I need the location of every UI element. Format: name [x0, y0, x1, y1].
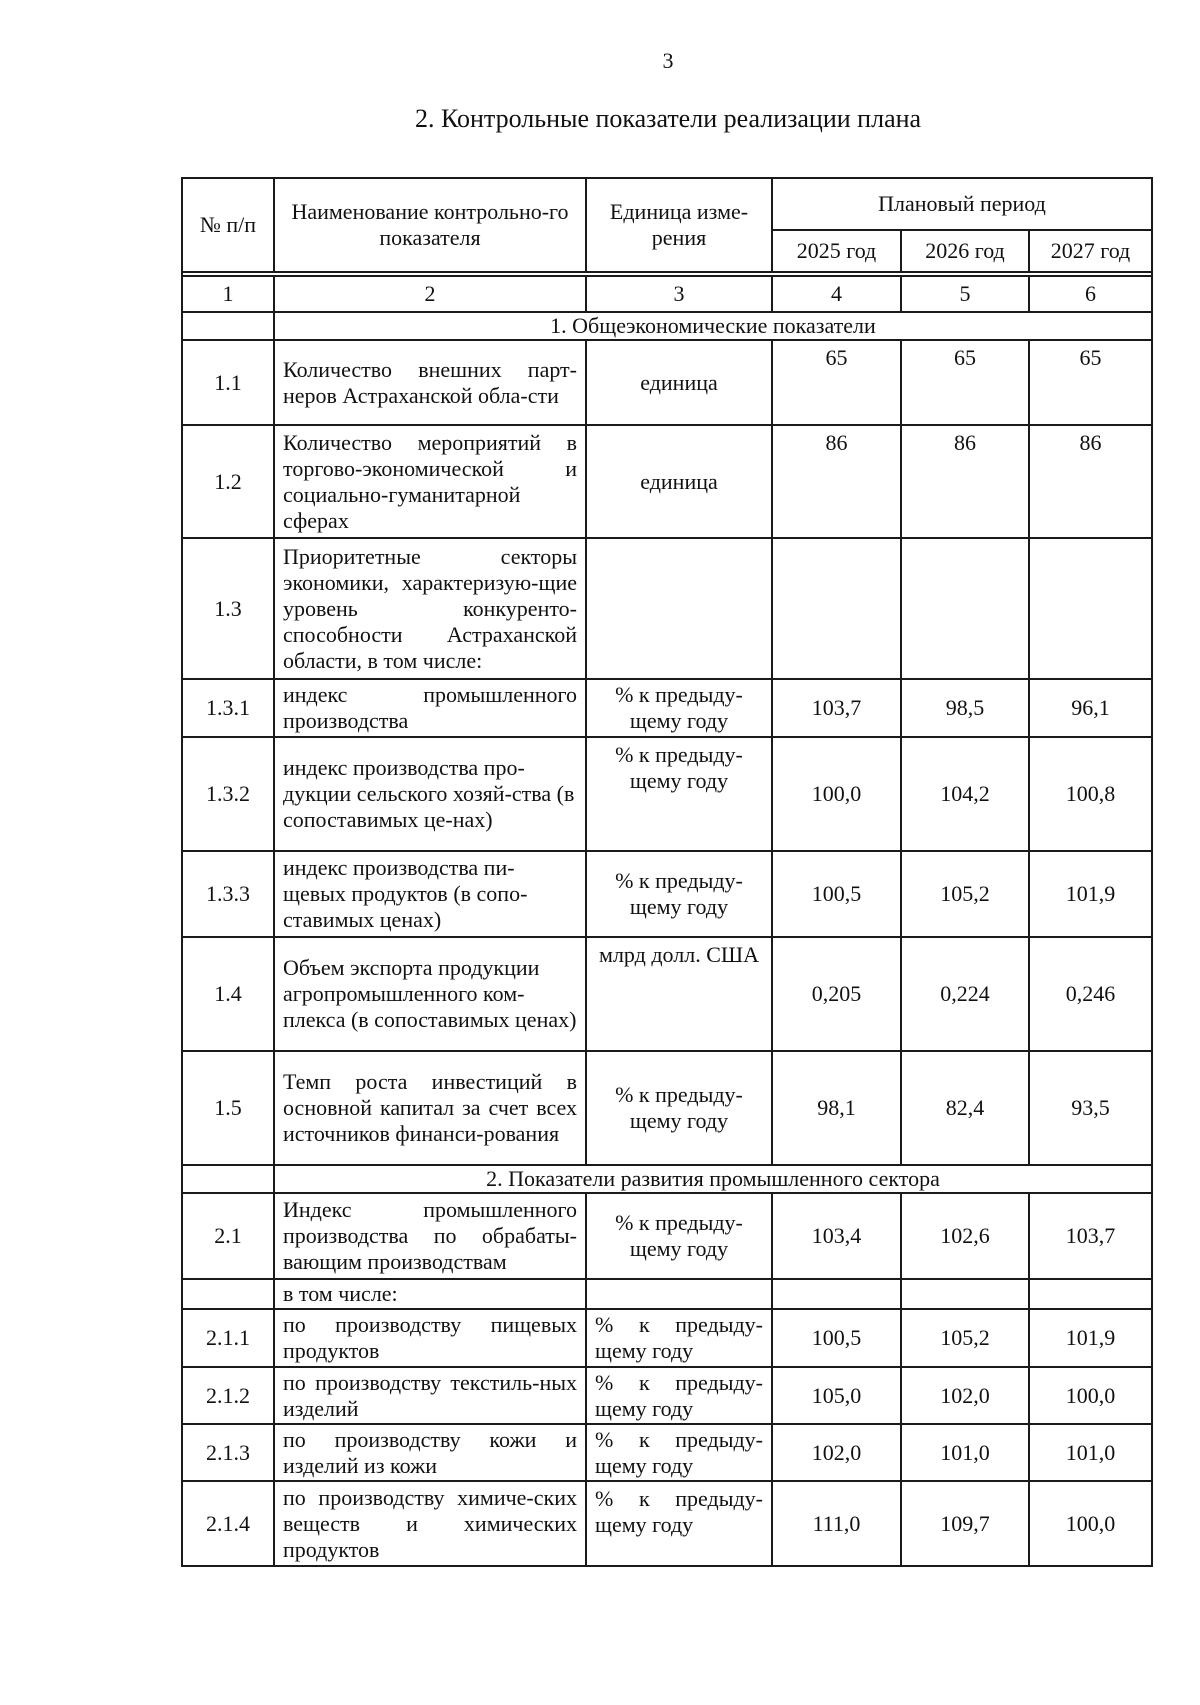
row-num: 2.1.3	[182, 1424, 274, 1481]
table-row	[182, 1481, 1152, 1566]
section-title: 2. Показатели развития промышленного сектора	[274, 1165, 1152, 1193]
row-unit: % к предыду-щему году	[586, 1309, 772, 1367]
row-name: по производству текстиль-ных изделий	[274, 1367, 586, 1424]
row-name: Количество внешних парт-неров Астраханской обла-сти	[274, 340, 586, 425]
row-value-2025	[772, 1279, 901, 1309]
row-num	[182, 1279, 274, 1309]
row-name: Количество мероприятий в торгово-экономической и социально-гуманитарной сферах	[274, 425, 586, 538]
row-num: 1.2	[182, 425, 274, 538]
header-name: Наименование контрольно-го показателя	[274, 178, 586, 272]
row-value-2026: 105,2	[901, 1309, 1029, 1367]
row-value-2027: 65	[1029, 340, 1152, 425]
row-unit: % к предыду-щему году	[586, 1424, 772, 1481]
row-num: 1.4	[182, 937, 274, 1051]
table-row	[182, 937, 1152, 1051]
row-value-2027	[1029, 1279, 1152, 1309]
column-number: 1	[182, 276, 274, 312]
indicators-table	[181, 177, 1153, 1567]
row-num: 1.3	[182, 538, 274, 679]
row-value-2025: 100,5	[772, 1309, 901, 1367]
row-num: 1.3.2	[182, 737, 274, 851]
table-row	[182, 679, 1152, 737]
row-value-2027: 93,5	[1029, 1051, 1152, 1165]
row-unit	[586, 538, 772, 679]
column-number: 3	[586, 276, 772, 312]
row-unit: единица	[586, 340, 772, 425]
row-unit: % к предыду-щему году	[586, 1193, 772, 1279]
row-value-2026	[901, 538, 1029, 679]
table-row	[182, 1309, 1152, 1367]
row-num: 2.1	[182, 1193, 274, 1279]
row-name: индекс производства пи-щевых продуктов (в сопо-ставимых ценах)	[274, 851, 586, 937]
row-name: в том числе:	[274, 1279, 586, 1309]
row-num: 1.1	[182, 340, 274, 425]
section-title: 1. Общеэкономические показатели	[274, 312, 1152, 340]
column-number: 6	[1029, 276, 1152, 312]
row-name: Индекс промышленного производства по обрабаты-вающим производствам	[274, 1193, 586, 1279]
row-name: индекс производства про-дукции сельского хозяй-ства (в сопоставимых це-нах)	[274, 737, 586, 851]
row-unit: единица	[586, 425, 772, 538]
row-value-2025	[772, 538, 901, 679]
row-value-2026: 101,0	[901, 1424, 1029, 1481]
column-number: 2	[274, 276, 586, 312]
row-value-2026: 102,0	[901, 1367, 1029, 1424]
row-value-2026: 86	[901, 425, 1029, 538]
row-value-2025: 102,0	[772, 1424, 901, 1481]
header-year-2026: 2026 год	[901, 230, 1029, 272]
table-row	[182, 1424, 1152, 1481]
row-num: 1.3.3	[182, 851, 274, 937]
row-name: по производству пищевых продуктов	[274, 1309, 586, 1367]
row-value-2026: 0,224	[901, 937, 1029, 1051]
header-year-2025: 2025 год	[772, 230, 901, 272]
table-row	[182, 1051, 1152, 1165]
row-name: по производству химиче-ских веществ и химических продуктов	[274, 1481, 586, 1566]
row-name: Объем экспорта продукции агропромышленного ком-плекса (в сопоставимых ценах)	[274, 937, 586, 1051]
row-value-2025: 103,4	[772, 1193, 901, 1279]
row-num: 2.1.4	[182, 1481, 274, 1566]
column-numbers-row	[182, 276, 1152, 312]
row-value-2027: 86	[1029, 425, 1152, 538]
row-value-2025: 65	[772, 340, 901, 425]
row-value-2027: 100,0	[1029, 1367, 1152, 1424]
table-row	[182, 737, 1152, 851]
row-name: Темп роста инвестиций в основной капитал за счет всех источников финанси-рования	[274, 1051, 586, 1165]
row-value-2026: 82,4	[901, 1051, 1029, 1165]
row-value-2027	[1029, 538, 1152, 679]
row-value-2026: 109,7	[901, 1481, 1029, 1566]
page-number: 3	[662, 48, 674, 73]
row-name: Приоритетные секторы экономики, характеризую-щие уровень конкуренто-способности Астраханской области, в том числе:	[274, 538, 586, 679]
row-value-2026	[901, 1279, 1029, 1309]
row-value-2025: 105,0	[772, 1367, 901, 1424]
row-num: 2.1.1	[182, 1309, 274, 1367]
row-value-2027: 101,9	[1029, 1309, 1152, 1367]
row-value-2027: 103,7	[1029, 1193, 1152, 1279]
table-row	[182, 851, 1152, 937]
row-value-2026: 104,2	[901, 737, 1029, 851]
row-value-2025: 100,5	[772, 851, 901, 937]
row-value-2027: 0,246	[1029, 937, 1152, 1051]
row-value-2025: 86	[772, 425, 901, 538]
section-row	[182, 1165, 1152, 1193]
column-number: 5	[901, 276, 1029, 312]
table-row	[182, 1193, 1152, 1279]
table-row	[182, 538, 1152, 679]
row-value-2025: 98,1	[772, 1051, 901, 1165]
header-num: № п/п	[182, 178, 274, 272]
row-value-2025: 103,7	[772, 679, 901, 737]
row-unit	[586, 1279, 772, 1309]
row-value-2025: 100,0	[772, 737, 901, 851]
row-value-2027: 100,8	[1029, 737, 1152, 851]
row-unit: % к предыду-щему году	[586, 737, 772, 851]
row-unit: % к предыду-щему году	[586, 851, 772, 937]
table-row	[182, 425, 1152, 538]
row-value-2025: 0,205	[772, 937, 901, 1051]
section-row	[182, 312, 1152, 340]
header-year-2027: 2027 год	[1029, 230, 1152, 272]
header-row	[182, 178, 1152, 230]
row-unit: % к предыду-щему году	[586, 1481, 772, 1566]
row-num: 2.1.2	[182, 1367, 274, 1424]
row-value-2026: 102,6	[901, 1193, 1029, 1279]
row-num: 1.5	[182, 1051, 274, 1165]
row-value-2027: 96,1	[1029, 679, 1152, 737]
row-value-2027: 100,0	[1029, 1481, 1152, 1566]
row-value-2026: 105,2	[901, 851, 1029, 937]
row-value-2027: 101,0	[1029, 1424, 1152, 1481]
row-value-2026: 98,5	[901, 679, 1029, 737]
row-unit: % к предыду-щему году	[586, 679, 772, 737]
table-row	[182, 1367, 1152, 1424]
row-name: индекс промышленного производства	[274, 679, 586, 737]
row-value-2027: 101,9	[1029, 851, 1152, 937]
table-row	[182, 1279, 1152, 1309]
row-value-2025: 111,0	[772, 1481, 901, 1566]
header-period: Плановый период	[772, 178, 1152, 230]
row-unit: % к предыду-щему году	[586, 1051, 772, 1165]
row-unit: млрд долл. США	[586, 937, 772, 1051]
table-row	[182, 340, 1152, 425]
row-num: 1.3.1	[182, 679, 274, 737]
header-unit: Единица изме-рения	[586, 178, 772, 272]
row-name: по производству кожи и изделий из кожи	[274, 1424, 586, 1481]
row-unit: % к предыду-щему году	[586, 1367, 772, 1424]
column-number: 4	[772, 276, 901, 312]
row-value-2026: 65	[901, 340, 1029, 425]
page-title: 2. Контрольные показатели реализации плана	[414, 104, 922, 133]
